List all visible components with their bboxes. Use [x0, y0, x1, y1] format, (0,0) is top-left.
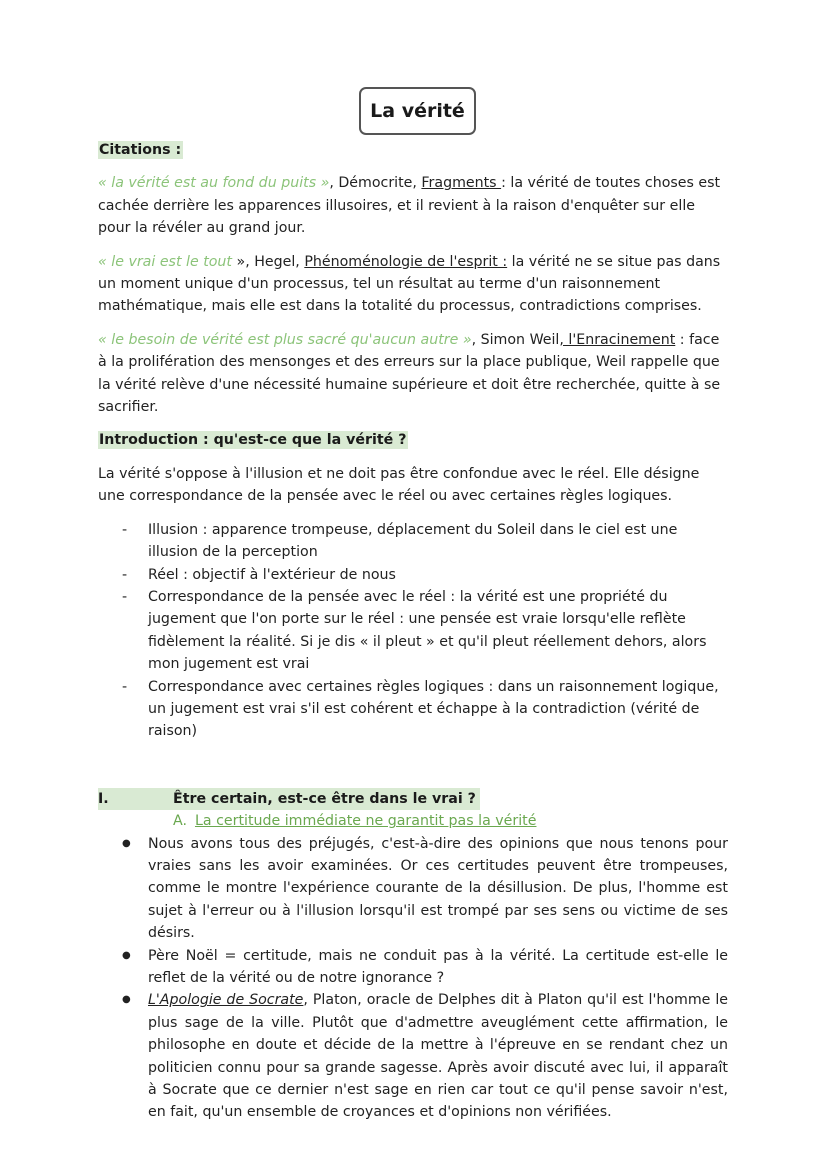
- quote-explanation: la vérité ne se situe pas dans un moment unique d'un processus, tel un résultat au terme d'un raisonnement mathématique, mais elle est dans la totalité du processus, contradictions comprises.: [98, 253, 721, 315]
- quote-text: « le vrai est le tout: [98, 253, 237, 270]
- quote-author: , Simon Weil: [471, 331, 560, 348]
- list-item: - Illusion : apparence trompeuse, déplacement du Soleil dans le ciel est une illusion de la perception: [98, 519, 728, 564]
- quote-author: », Hegel,: [236, 253, 305, 270]
- list-item: [98, 945, 728, 990]
- list-item: [98, 833, 728, 945]
- bullet-text: Nous avons tous des préjugés, c'est-à-dire des opinions que nous tenons pour vraies sans les avoir examinées. Or ces certitudes peuvent être trompeuses, comme le montre l'expérience courante de la désillusion. De plus, l'homme est sujet à l'erreur ou à l'illusion lorsqu'il est trompé par ses sens ou victime de ses désirs.: [148, 835, 728, 942]
- part-1: [98, 788, 728, 1124]
- quote-text: « la vérité est au fond du puits »: [98, 175, 330, 192]
- list-item: - Correspondance de la pensée avec le réel : la vérité est une propriété du jugement que l'on porte sur le réel : une pensée est vraie lorsqu'elle reflète fidèlement la réalité. Si je dis « il pleut » et qu'il pleut réellement dehors, alors mon jugement est vrai: [98, 586, 728, 676]
- part-number: I.: [98, 790, 109, 807]
- list-item: - Réel : objectif à l'extérieur de nous: [98, 564, 728, 586]
- part-title: Être certain, est-ce être dans le vrai ?: [173, 790, 476, 807]
- bullet-text: , Platon, oracle de Delphes dit à Platon qu'il est l'homme le plus sage de la ville. Plutôt que d'admettre aveuglément cette affirmation, le philosophe en doute et décide de la mettre à l'épreuve en se rendant chez un politicien connu pour sa grande sagesse. Après avoir discuté avec lui, il apparaît à Socrate que ce dernier n'est sage en rien car tout ce qu'il pense savoir n'est, en fait, qu'un ensemble de croyances et d'opinions non vérifiées.: [148, 992, 728, 1121]
- citation-3: [98, 329, 728, 419]
- part-1-heading: [98, 788, 480, 810]
- citation-2: [98, 251, 728, 318]
- introduction-list: [98, 519, 728, 743]
- quote-explanation: : face à la prolifération des mensonges et des erreurs sur la place publique, Weil rappelle que la vérité relève d'une nécessité humaine supérieure et doit être recherchée, quitte à se sacrifier.: [98, 331, 721, 416]
- quote-work: Fragments: [421, 175, 502, 192]
- subsection-heading: [98, 810, 728, 832]
- introduction-heading: Introduction : qu'est-ce que la vérité ?: [99, 432, 407, 449]
- subsection-letter: A.: [173, 813, 187, 830]
- work-title: L'Apologie de Socrate: [148, 992, 304, 1009]
- quote-work: Phénoménologie de l'esprit :: [304, 253, 508, 270]
- bullet-text: Père Noël = certitude, mais ne conduit pas à la vérité. La certitude est-elle le reflet de la vérité ou de notre ignorance ?: [148, 947, 728, 986]
- document-title: La vérité: [359, 87, 476, 135]
- document-body: [98, 139, 728, 1124]
- part-1-bullets: [98, 833, 728, 1124]
- quote-explanation: : la vérité de toutes choses est cachée derrière les apparences illusoires, et il revient à la raison d'enquêter sur elle pour la révéler au grand jour.: [98, 175, 721, 237]
- list-item: - Correspondance avec certaines règles logiques : dans un raisonnement logique, un jugement est vrai s'il est cohérent et échappe à la contradiction (vérité de raison): [98, 676, 728, 743]
- subsection-title: La certitude immédiate ne garantit pas la vérité: [194, 813, 537, 830]
- citations-heading: Citations :: [99, 142, 182, 158]
- quote-work: , l'Enracinement: [559, 331, 676, 348]
- quote-text: « le besoin de vérité est plus sacré qu'aucun autre »: [98, 331, 472, 348]
- citation-1: [98, 172, 728, 239]
- quote-author: , Démocrite,: [329, 175, 422, 192]
- list-item: [98, 989, 728, 1123]
- introduction-paragraph: La vérité s'oppose à l'illusion et ne doit pas être confondue avec le réel. Elle désigne une correspondance de la pensée avec le réel ou avec certaines règles logiques.: [98, 465, 700, 505]
